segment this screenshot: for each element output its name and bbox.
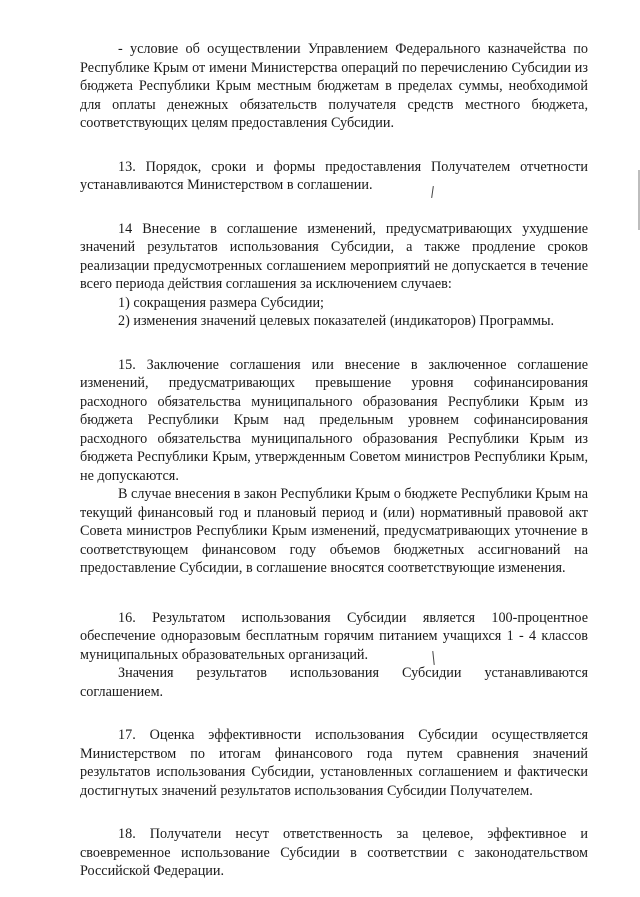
paragraph-15: 15. Заключение соглашения или внесение в заключенное соглашение изменений, предусматривающих превышение уровня софинансирования расходного обязательства муниципального образования Республики Крым из бюджета Республики Крым над предельным уровнем софинансирования расходного обязательства муниципального образования Республики Крым из бюджета Республики Крым, утвержденным Советом министров Республики Крым, не допускаются. bbox=[80, 356, 588, 484]
paragraph-14-item-2: 2) изменения значений целевых показателей (индикаторов) Программы. bbox=[118, 313, 555, 329]
paragraph-17: 17. Оценка эффективности использования Субсидии осуществляется Министерством по итогам финансового года путем сравнения значений результатов использования Субсидии, установленных соглашением и фактически достигнутых значений результатов использования Субсидии Получателем. bbox=[80, 727, 588, 799]
paragraph-intro-condition: - условие об осуществлении Управлением Федерального казначейства по Республике Крым от имени Министерства операций по перечислению Субсидии из бюджета Республики Крым местным бюджетам в пределах суммы, необходимой для оплаты денежных обязательств получателя средств местного бюджета, соответствующих целям предоставления Субсидии. bbox=[80, 41, 588, 131]
paragraph-13: 13. Порядок, сроки и формы предоставления Получателем отчетности устанавливаются Министерством в соглашении. bbox=[80, 158, 588, 193]
paragraph-16-continuation: Значения результатов использования Субсидии устанавливаются соглашением. bbox=[80, 665, 588, 700]
paragraph-16: 16. Результатом использования Субсидии является 100-процентное обеспечение одноразовым бесплатным горячим питанием учащихся 1 - 4 классов муниципальных образовательных организаций. bbox=[80, 609, 588, 663]
paragraph-15-continuation: В случае внесения в закон Республики Крым о бюджете Республики Крым на текущий финансовый год и плановый период и (или) нормативный правовой акт Совета министров Республики Крым изменений, предусматривающих уточнение в соответствующем финансовом году объемов бюджетных ассигнований на предоставление Субсидии, в соглашение вносятся соответствующие изменения. bbox=[80, 486, 588, 576]
paragraph-18: 18. Получатели несут ответственность за целевое, эффективное и своевременное использование Субсидии в соответствии с законодательством Российской Федерации. bbox=[80, 826, 588, 879]
paragraph-14-item-1: 1) сокращения размера Субсидии; bbox=[118, 294, 324, 311]
paragraph-14: 14 Внесение в соглашение изменений, предусматривающих ухудшение значений результатов использования Субсидии, а также продление сроков реализации предусмотренных соглашением мероприятий не допускается в течение всего периода действия соглашения за исключением случаев: bbox=[80, 220, 588, 292]
document-page bbox=[80, 40, 588, 881]
